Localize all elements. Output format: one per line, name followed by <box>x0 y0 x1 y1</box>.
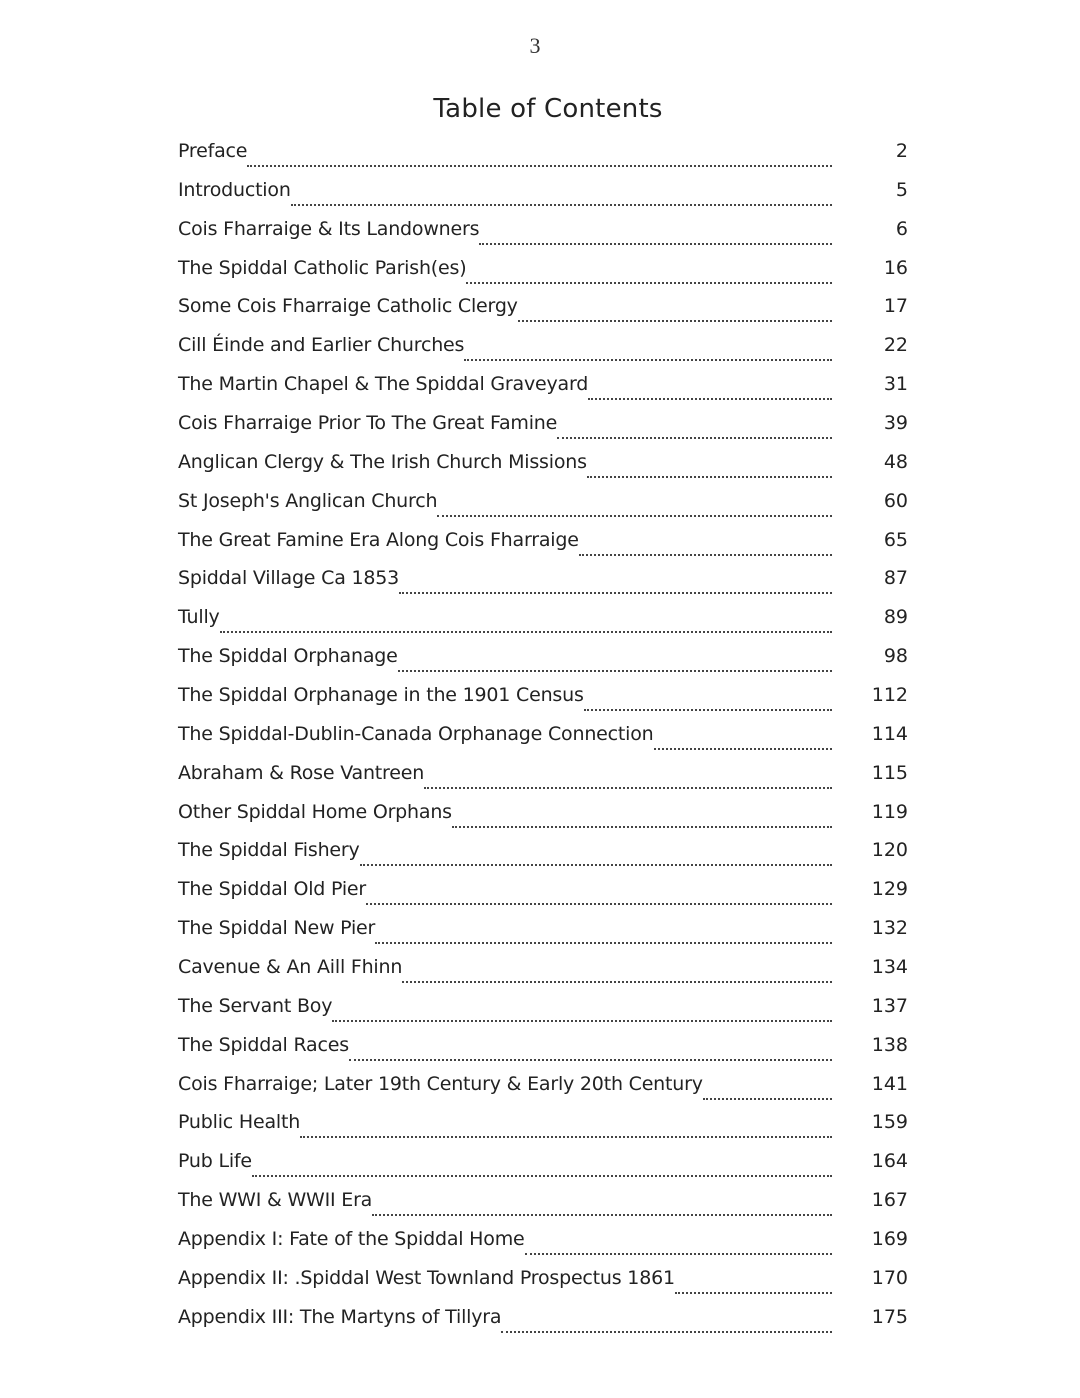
toc-entry[interactable] <box>178 956 908 995</box>
dot-leader-container <box>300 1111 866 1150</box>
dot-leader-container <box>525 1228 867 1267</box>
toc-entry-title: Cois Fharraige Prior To The Great Famine <box>178 412 558 435</box>
dot-leader <box>220 612 832 633</box>
toc-entry-title: The Spiddal Fishery <box>178 839 360 862</box>
dot-leader-container <box>375 917 866 956</box>
toc-entry-title: Preface <box>178 140 248 162</box>
dot-leader <box>375 923 832 944</box>
toc-entry[interactable] <box>178 529 908 568</box>
dot-leader <box>501 1312 832 1333</box>
toc-entry[interactable] <box>178 645 908 684</box>
toc-entry-page: 16 <box>883 256 908 279</box>
dot-leader <box>525 1234 833 1255</box>
toc-entry[interactable] <box>178 917 908 956</box>
toc-entry-page: 2 <box>895 140 908 162</box>
toc-entry-title: The Great Famine Era Along Cois Fharraige <box>178 528 579 551</box>
dot-leader <box>398 651 832 672</box>
toc-entry[interactable] <box>178 684 908 723</box>
dot-leader <box>452 807 832 828</box>
toc-entry-page: 137 <box>871 994 908 1017</box>
toc-entry-title: Tully <box>178 606 220 629</box>
dot-leader <box>464 340 832 361</box>
toc-entry[interactable] <box>178 1306 908 1345</box>
dot-leader-container <box>579 529 866 568</box>
toc-entry-page: 120 <box>871 839 908 862</box>
toc-entry-title: The Spiddal-Dublin-Canada Orphanage Connection <box>178 722 654 745</box>
dot-leader <box>518 301 832 322</box>
toc-entry-page: 141 <box>871 1072 908 1095</box>
toc-entry[interactable] <box>178 218 908 257</box>
toc-entry-title: Cois Fharraige; Later 19th Century & Early 20th Century <box>178 1072 703 1095</box>
dot-leader <box>291 185 832 206</box>
dot-leader-container <box>452 801 866 840</box>
toc-entry-title: Spiddal Village Ca 1853 <box>178 567 400 590</box>
toc-entry-page: 170 <box>871 1266 908 1289</box>
dot-leader-container <box>349 1034 866 1073</box>
toc-entry[interactable] <box>178 606 908 645</box>
dot-leader-container <box>399 567 866 606</box>
toc-entry[interactable] <box>178 373 908 412</box>
toc-entry-title: Appendix II: .Spiddal West Townland Prospectus 1861 <box>178 1266 675 1289</box>
toc-entry[interactable] <box>178 762 908 801</box>
toc-entry-page: 175 <box>871 1305 908 1328</box>
page-number: 3 <box>529 33 541 58</box>
toc-entry-page: 134 <box>871 956 908 979</box>
dot-leader <box>587 457 832 478</box>
dot-leader <box>402 962 832 983</box>
toc-entry-title: Cavenue & An Aill Fhinn <box>178 956 403 979</box>
toc-entry-page: 98 <box>883 645 908 668</box>
dot-leader-container <box>518 295 866 334</box>
dot-leader-container <box>703 1073 866 1112</box>
toc-entry-page: 22 <box>883 334 908 357</box>
toc-entry[interactable] <box>178 451 908 490</box>
toc-entry-page: 167 <box>871 1189 908 1212</box>
toc-entry-page: 39 <box>883 412 908 435</box>
dot-leader-container <box>424 762 866 801</box>
toc-entry-title: Cois Fharraige & Its Landowners <box>178 217 480 240</box>
dot-leader <box>247 146 832 167</box>
toc-entry[interactable] <box>178 723 908 762</box>
dot-leader-container <box>654 723 867 762</box>
dot-leader <box>424 768 832 789</box>
dot-leader-container <box>588 373 866 412</box>
toc-entry[interactable] <box>178 1150 908 1189</box>
toc-entry[interactable] <box>178 140 908 179</box>
dot-leader <box>349 1040 832 1061</box>
toc-entry-page: 5 <box>895 178 908 201</box>
dot-leader-container <box>437 490 866 529</box>
toc-entry-title: The Spiddal Orphanage <box>178 645 398 668</box>
dot-leader <box>366 884 832 905</box>
toc-entry-page: 60 <box>883 489 908 512</box>
toc-entry[interactable] <box>178 878 908 917</box>
toc-entry-title: Appendix I: Fate of the Spiddal Home <box>178 1228 525 1251</box>
toc-entry-page: 6 <box>895 217 908 240</box>
toc-list <box>178 140 908 1345</box>
toc-entry-title: Anglican Clergy & The Irish Church Missions <box>178 450 587 473</box>
toc-entry-page: 129 <box>871 878 908 901</box>
toc-entry-title: Introduction <box>178 178 291 201</box>
dot-leader-container <box>464 334 866 373</box>
toc-entry-page: 65 <box>883 528 908 551</box>
dot-leader-container <box>466 257 866 296</box>
toc-entry[interactable] <box>178 295 908 334</box>
dot-leader <box>372 1195 832 1216</box>
toc-entry-title: The Spiddal Old Pier <box>178 878 367 901</box>
toc-entry-page: 159 <box>871 1111 908 1134</box>
dot-leader-container <box>398 645 866 684</box>
toc-entry-page: 115 <box>871 761 908 784</box>
toc-entry-title: St Joseph's Anglican Church <box>178 489 438 512</box>
toc-entry-page: 31 <box>883 373 908 396</box>
dot-leader-container <box>372 1189 866 1228</box>
toc-entry-title: The WWI & WWII Era <box>178 1189 373 1212</box>
dot-leader <box>252 1156 832 1177</box>
toc-entry[interactable] <box>178 1073 908 1112</box>
toc-entry[interactable] <box>178 334 908 373</box>
toc-entry-page: 114 <box>871 722 908 745</box>
dot-leader <box>703 1079 832 1100</box>
toc-entry[interactable] <box>178 490 908 529</box>
dot-leader <box>300 1117 832 1138</box>
dot-leader-container <box>220 606 866 645</box>
toc-entry-title: The Spiddal Races <box>178 1033 349 1056</box>
toc-entry-page: 138 <box>871 1033 908 1056</box>
toc-entry-page: 17 <box>883 295 908 318</box>
dot-leader <box>588 379 832 400</box>
toc-entry[interactable] <box>178 1189 908 1228</box>
toc-entry-title: Abraham & Rose Vantreen <box>178 761 425 784</box>
dot-leader-container <box>584 684 866 723</box>
dot-leader <box>584 690 832 711</box>
toc-entry-page: 169 <box>871 1228 908 1251</box>
toc-entry[interactable] <box>178 995 908 1034</box>
toc-entry[interactable] <box>178 179 908 218</box>
toc-entry[interactable] <box>178 567 908 606</box>
dot-leader <box>654 729 833 750</box>
toc-entry-page: 119 <box>871 800 908 823</box>
dot-leader <box>437 496 832 517</box>
toc-entry-title: Other Spiddal Home Orphans <box>178 800 452 823</box>
dot-leader <box>466 263 832 284</box>
dot-leader-container <box>675 1267 866 1306</box>
dot-leader-container <box>366 878 866 917</box>
dot-leader <box>360 845 832 866</box>
dot-leader-container <box>247 140 866 179</box>
toc-entry[interactable] <box>178 412 908 451</box>
toc-entry[interactable] <box>178 1111 908 1150</box>
toc-entry[interactable] <box>178 1228 908 1267</box>
toc-entry-title: The Martin Chapel & The Spiddal Graveyard <box>178 373 589 396</box>
dot-leader <box>479 224 832 245</box>
toc-entry[interactable] <box>178 801 908 840</box>
toc-entry-title: The Spiddal Orphanage in the 1901 Census <box>178 684 584 707</box>
toc-entry-page: 89 <box>883 606 908 629</box>
toc-entry-title: Cill Éinde and Earlier Churches <box>178 334 465 357</box>
toc-entry-title: Public Health <box>178 1111 301 1134</box>
dot-leader <box>579 535 832 556</box>
dot-leader-container <box>587 451 866 490</box>
dot-leader-container <box>557 412 866 451</box>
page-title: Table of Contents <box>433 94 663 124</box>
toc-entry-title: Some Cois Fharraige Catholic Clergy <box>178 295 518 318</box>
toc-entry-title: Pub Life <box>178 1150 252 1173</box>
toc-entry-title: The Spiddal New Pier <box>178 917 376 940</box>
dot-leader-container <box>291 179 866 218</box>
toc-entry-title: The Spiddal Catholic Parish(es) <box>178 256 467 279</box>
dot-leader <box>557 418 832 439</box>
dot-leader-container <box>501 1306 866 1345</box>
dot-leader-container <box>332 995 866 1034</box>
dot-leader <box>675 1273 832 1294</box>
dot-leader-container <box>479 218 866 257</box>
toc-entry-page: 164 <box>871 1150 908 1173</box>
toc-entry-page: 87 <box>883 567 908 590</box>
toc-entry-title: The Servant Boy <box>178 994 333 1017</box>
toc-entry[interactable] <box>178 257 908 296</box>
dot-leader-container <box>360 839 866 878</box>
toc-entry[interactable] <box>178 1267 908 1306</box>
dot-leader <box>332 1001 832 1022</box>
toc-entry[interactable] <box>178 839 908 878</box>
dot-leader-container <box>252 1150 866 1189</box>
toc-entry-page: 132 <box>871 917 908 940</box>
dot-leader-container <box>402 956 866 995</box>
dot-leader <box>399 573 832 594</box>
toc-entry-title: Appendix III: The Martyns of Tillyra <box>178 1305 502 1328</box>
toc-entry[interactable] <box>178 1034 908 1073</box>
toc-entry-page: 112 <box>871 684 908 707</box>
toc-entry-page: 48 <box>883 450 908 473</box>
